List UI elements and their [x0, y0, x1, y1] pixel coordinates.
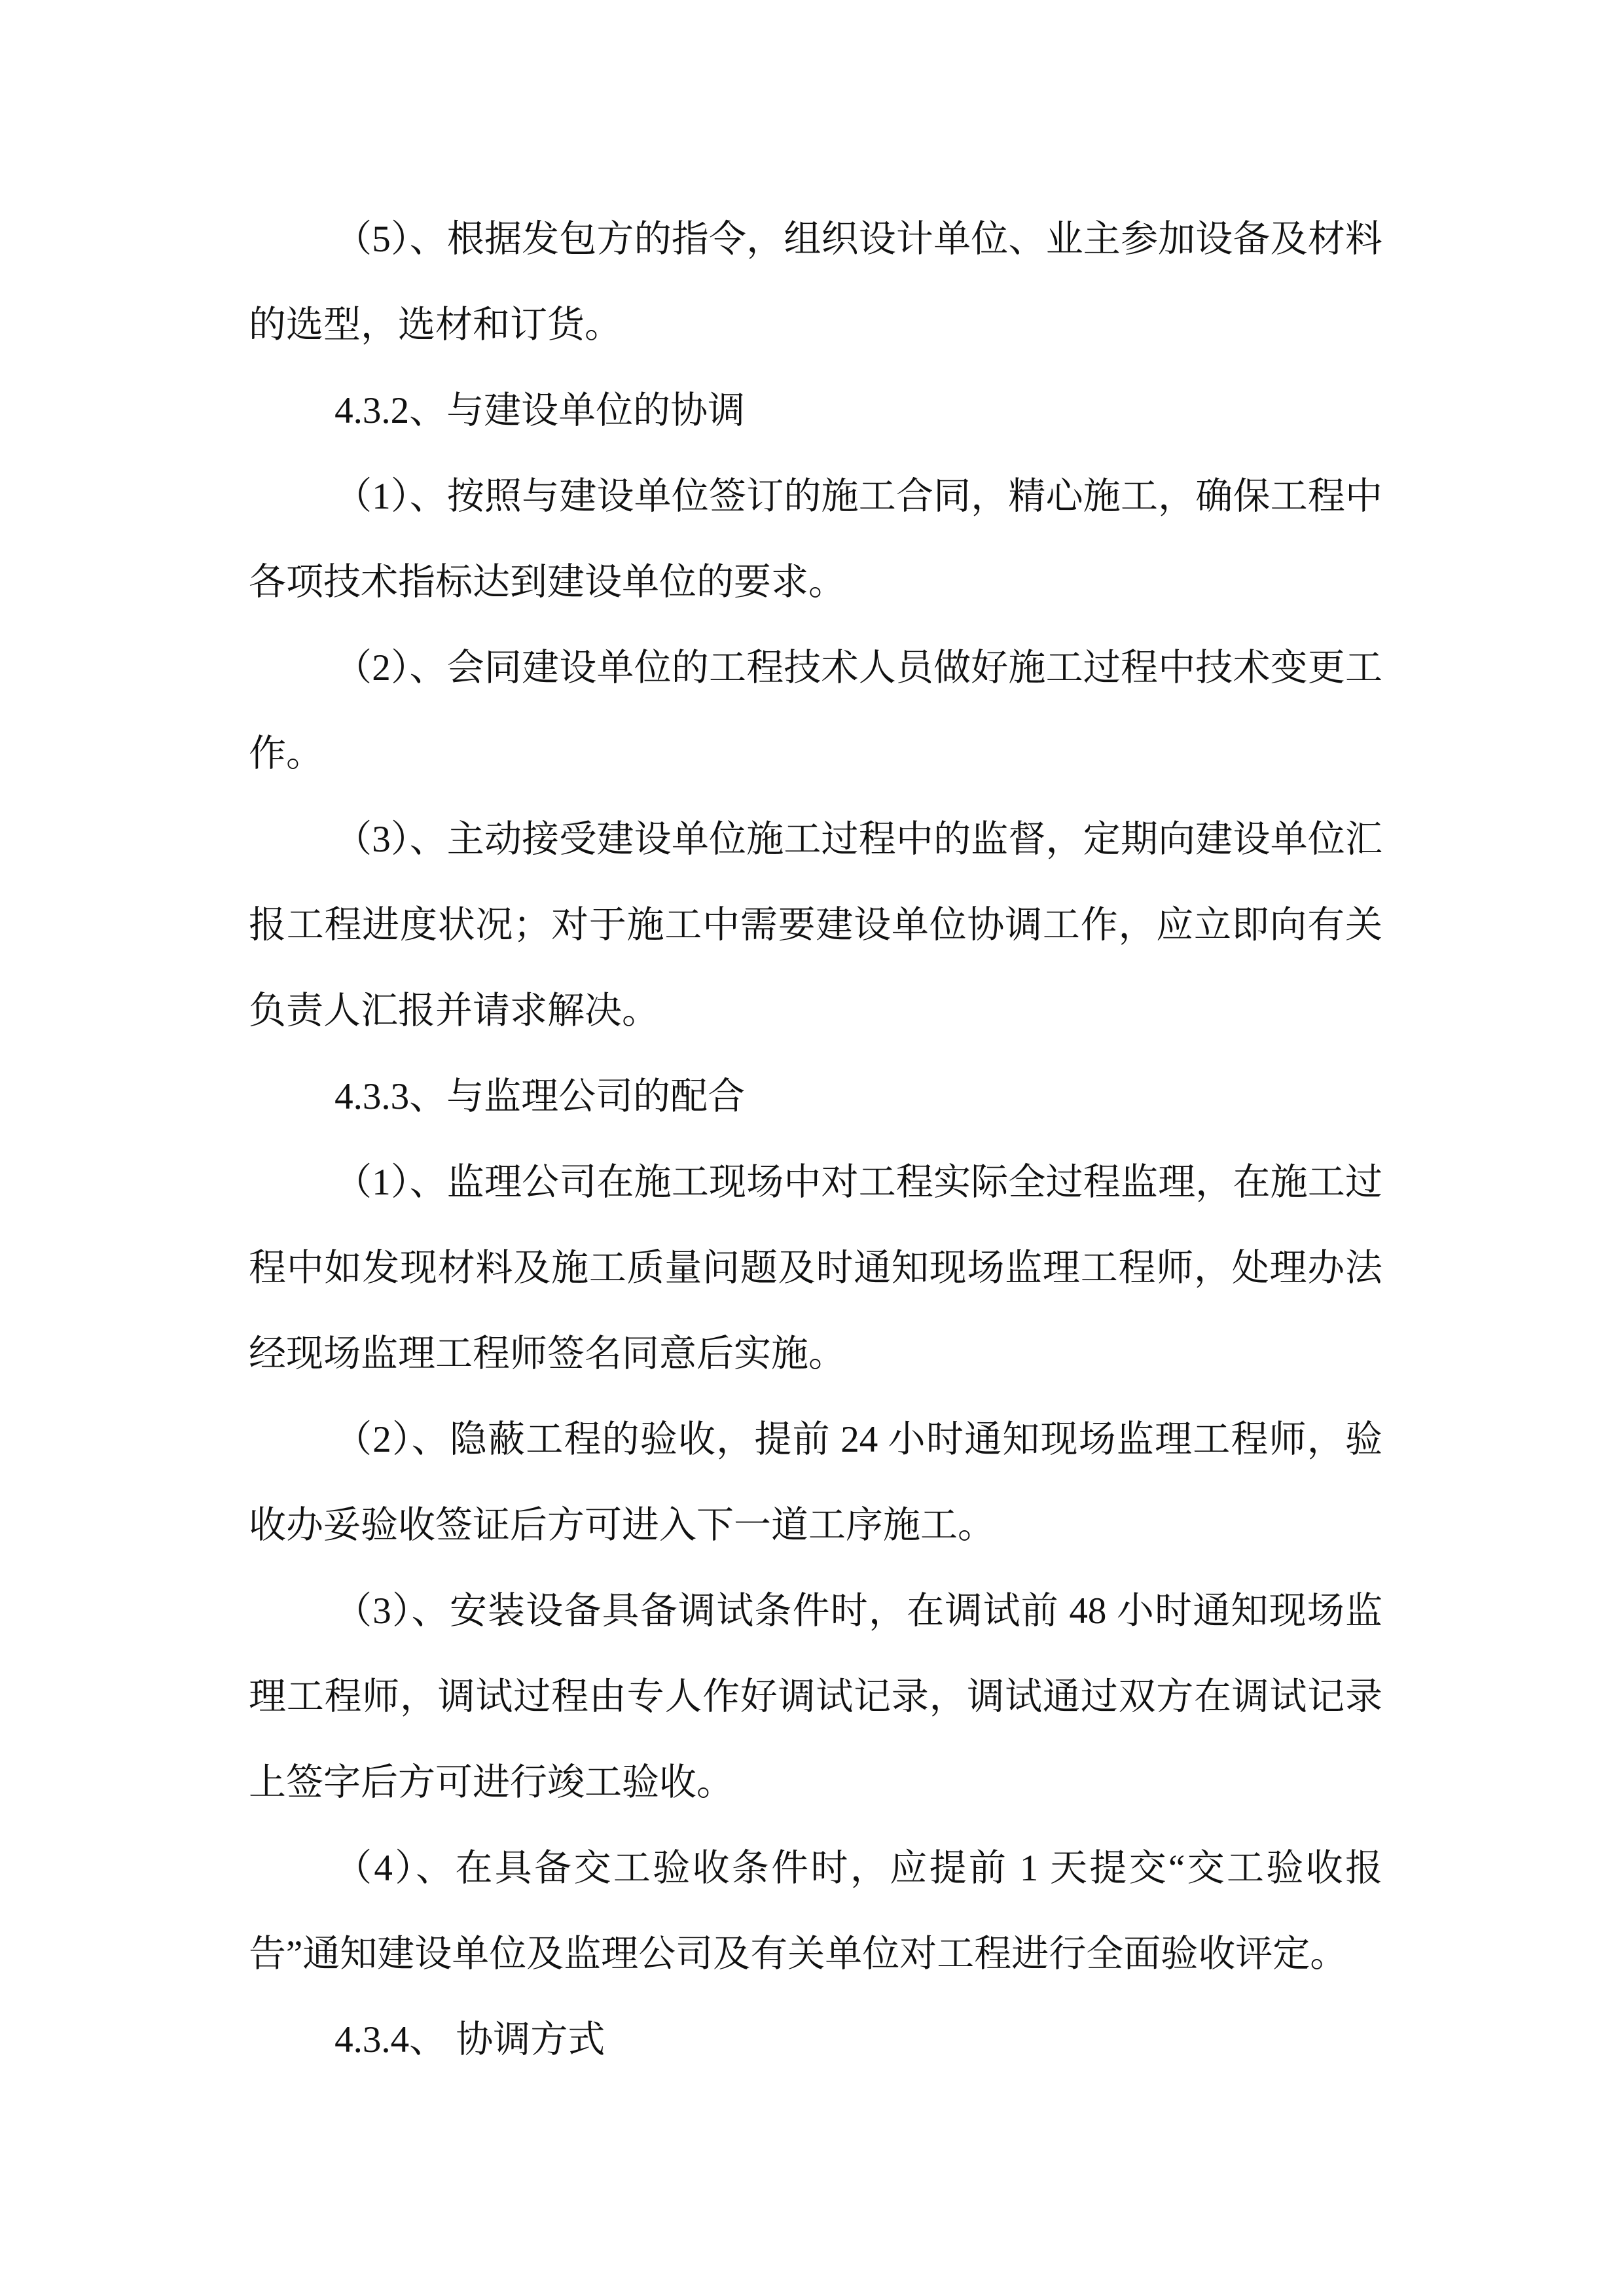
paragraph-item-1: （1）、按照与建设单位签订的施工合同，精心施工，确保工程中各项技术指标达到建设单位的要求。 [249, 476, 1382, 603]
paragraph-item-4: （4）、在具备交工验收条件时，应提前 1 天提交“交工验收报告”通知建设单位及监理公司及有关单位对工程进行全面验收评定。 [249, 1848, 1382, 1975]
section-heading-4-3-2: 4.3.2、与建设单位的协调 [334, 390, 746, 431]
section-heading-4-3-4: 4.3.4、 协调方式 [334, 2019, 605, 2060]
paragraph-item-2: （2）、隐蔽工程的验收，提前 24 小时通知现场监理工程师，验收办妥验收签证后方可进入下一道工序施工。 [249, 1419, 1382, 1546]
document-body [249, 196, 1382, 2083]
paragraph-item-1: （1）、监理公司在施工现场中对工程实际全过程监理，在施工过程中如发现材料及施工质量问题及时通知现场监理工程师，处理办法经现场监理工程师签名同意后实施。 [249, 1162, 1382, 1374]
paragraph-item-2: （2）、会同建设单位的工程技术人员做好施工过程中技术变更工作。 [249, 647, 1382, 774]
paragraph-item-5: （5）、根据发包方的指令，组织设计单位、业主参加设备及材料的选型，选材和订货。 [249, 219, 1382, 346]
paragraph-item-3: （3）、安装设备具备调试条件时，在调试前 48 小时通知现场监理工程师，调试过程由专人作好调试记录，调试通过双方在调试记录上签字后方可进行竣工验收。 [249, 1590, 1382, 1803]
paragraph-item-3: （3）、主动接受建设单位施工过程中的监督，定期向建设单位汇报工程进度状况；对于施工中需要建设单位协调工作，应立即向有关负责人汇报并请求解决。 [249, 819, 1382, 1031]
section-heading-4-3-3: 4.3.3、与监理公司的配合 [334, 1076, 746, 1117]
